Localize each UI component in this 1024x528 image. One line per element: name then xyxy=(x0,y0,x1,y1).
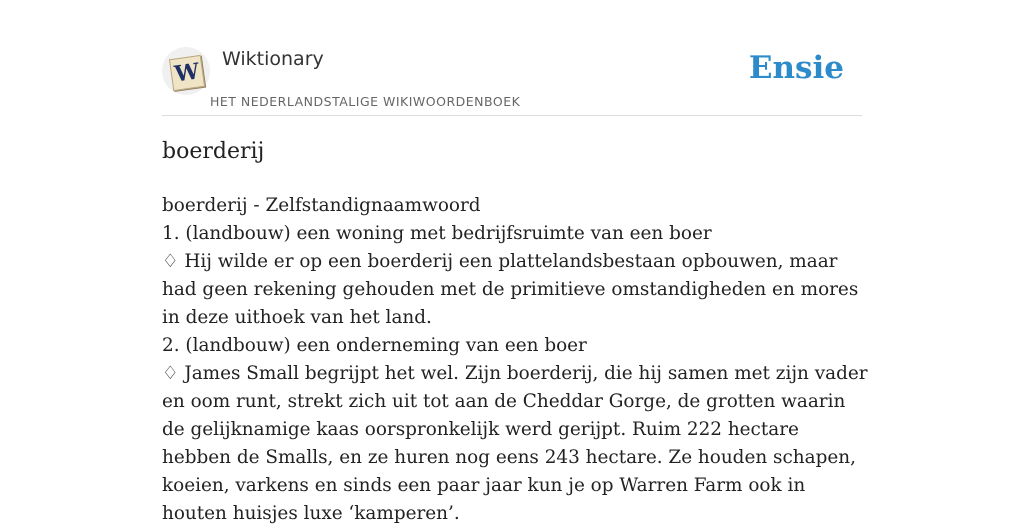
entry-heading: boerderij - Zelfstandignaamwoord xyxy=(162,195,481,216)
site-tagline: HET NEDERLANDSTALIGE WIKIWOORDENBOEK xyxy=(210,94,521,109)
definition-2: 2. (landbouw) een onderneming van een boer xyxy=(162,335,587,356)
entry-content xyxy=(162,192,872,528)
page-title: boerderij xyxy=(162,139,265,164)
definition-1: 1. (landbouw) een woning met bedrijfsruimte van een boer xyxy=(162,223,712,244)
example-2: ♢ James Small begrijpt het wel. Zijn boerderij, die hij samen met zijn vader en oom runt, strekt zich uit tot aan de Cheddar Gorge, de grotten waarin de gelijknamige kaas oorspronkelijk werd gerijpt. Ruim 222 hectare hebben de Smalls, en ze huren nog eens 243 hectare. Ze houden schapen, koeien, varkens en sinds een paar jaar kun je op Warren Farm ook in houten huisjes luxe ‘kamperen’. xyxy=(162,363,868,524)
header-divider xyxy=(162,115,862,116)
wiktionary-logo-icon: W xyxy=(169,55,205,91)
example-1: ♢ Hij wilde er op een boerderij een plattelandsbestaan opbouwen, maar had geen rekening gehouden met de primitieve omstandigheden en mores in deze uithoek van het land. xyxy=(162,251,859,328)
site-name[interactable]: Wiktionary xyxy=(222,48,324,70)
site-header xyxy=(162,44,862,116)
wiktionary-logo[interactable] xyxy=(162,47,210,95)
ensie-brand-link[interactable]: Ensie xyxy=(748,50,844,86)
